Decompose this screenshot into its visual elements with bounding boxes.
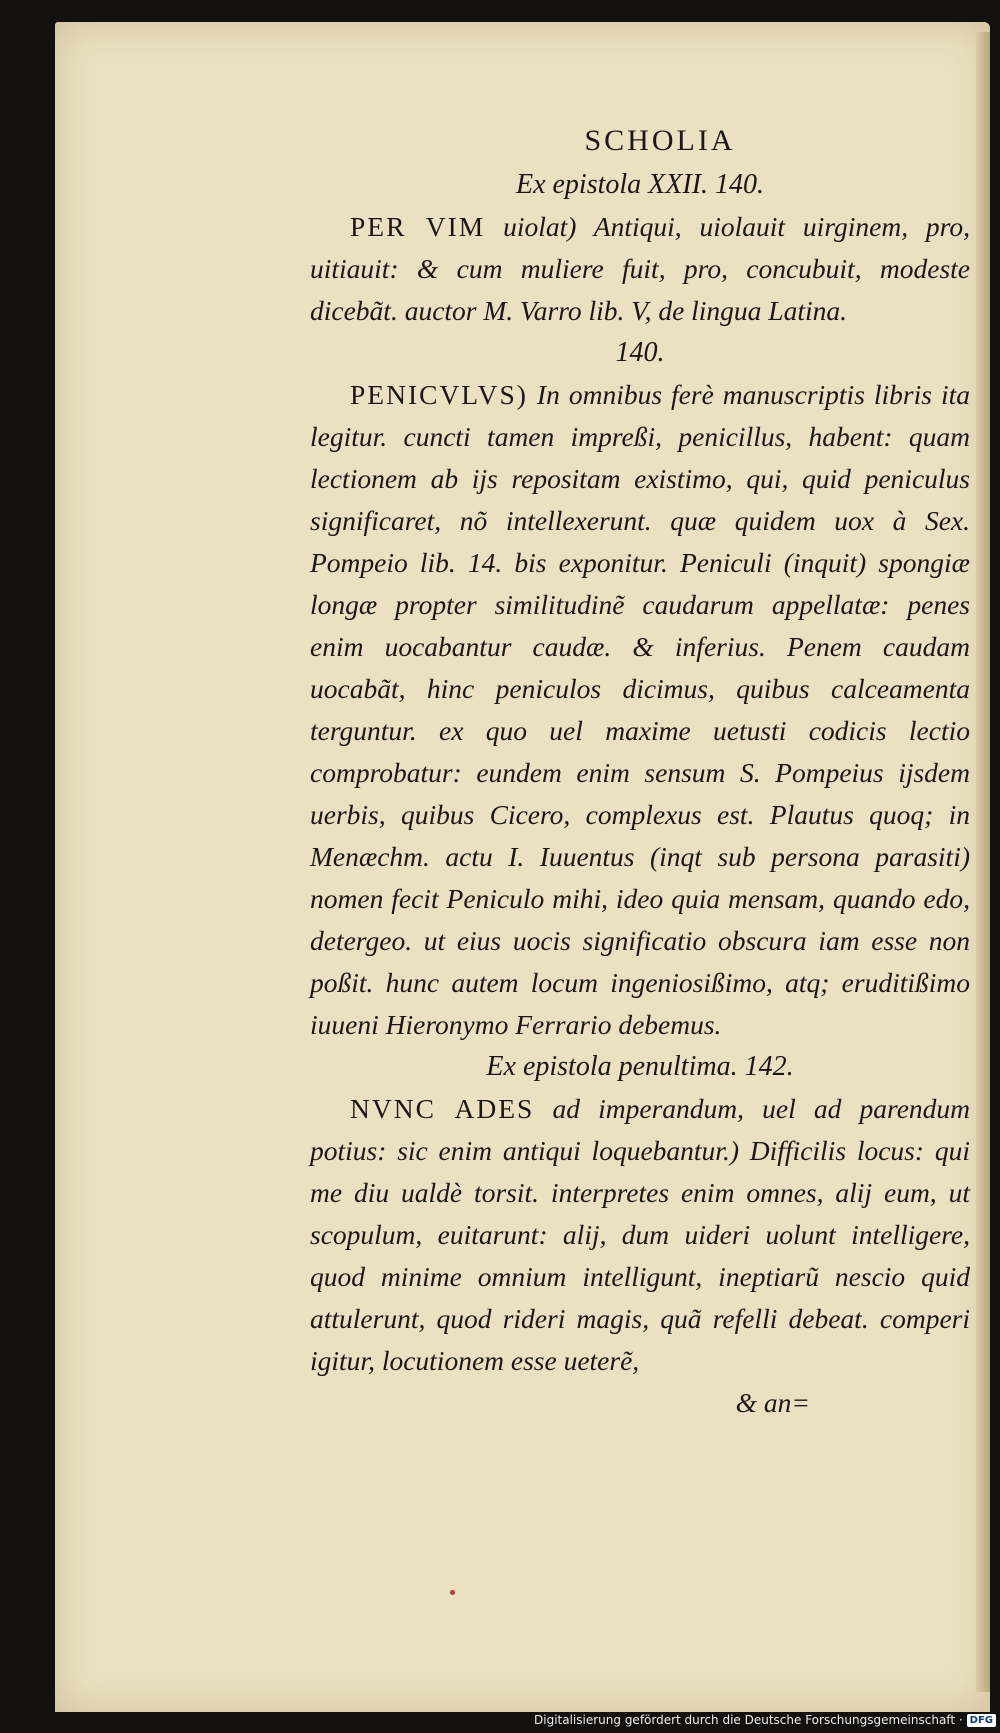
paragraph-per-vim xyxy=(310,206,970,332)
paragraph-text: ad imperandum, uel ad parendum potius: sic enim antiqui loquebantur.) Difficilis locus: qui me diu ualdè torsit. interpretes enim omnes, alij eum, ut scopulum, euitarunt: alij, dum uideri uolunt intelligere, quod minime omnium intelligunt, ineptiarũ nescio quid attulerunt, quod rideri magis, quã refelli debeat. comperi igitur, locutionem esse ueterẽ, xyxy=(310,1093,971,1376)
dfg-logo-icon: DFG xyxy=(967,1714,996,1727)
footer-text: Digitalisierung gefördert durch die Deutsche Forschungsgemeinschaft · xyxy=(534,1713,963,1727)
section-heading-1: Ex epistola XXII. 140. xyxy=(515,169,765,200)
running-head: SCHOLIA xyxy=(584,124,736,157)
paragraph-nunc-ades xyxy=(310,1088,970,1382)
paragraph-text: In omnibus ferè manuscriptis libris ita legitur. cuncti tamen impreßi, penicillus, habent: quam lectionem ab ijs repositam existimo, qui, quid peniculus significaret, nõ intellexerunt. quæ quidem uox à Sex. Pompeio lib. 14. bis exponitur. Peniculi (inquit) spongiæ longæ propter similitudinẽ caudarum appellatæ: penes enim uocabantur caudæ. & inferius. Penem caudam uocabãt, hinc peniculos dicimus, quibus calceamenta terguntur. ex quo uel maxime uetusti codicis lectio comprobatur: eundem enim sensum S. Pompeius ijsdem uerbis, quibus Cicero, complexus est. Plautus quoq; in Menæchm. actu I. Iuuentus (inqt sub persona parasiti) nomen fecit Peniculo mihi, ideo quia mensam, quando edo, detergeo. ut eius uocis significatio obscura iam esse non poßit. hunc autem locum ingeniosißimo, atq; eruditißimo iuueni Hieronymo Ferrario debemus. xyxy=(310,379,971,1040)
ink-mark xyxy=(450,1590,455,1595)
paragraph-lead: PER VIM xyxy=(350,211,486,242)
paragraph-lead: NVNC ADES xyxy=(350,1093,535,1124)
catchword: & an= xyxy=(735,1387,810,1418)
page-edge xyxy=(976,32,990,1692)
paragraph-peniculus xyxy=(310,374,970,1046)
section-heading-3: Ex epistola penultima. 142. xyxy=(486,1051,794,1082)
digitization-footer xyxy=(534,1711,996,1729)
text-block xyxy=(310,118,970,1424)
section-heading-2: 140. xyxy=(615,337,665,368)
paragraph-lead: PENICVLVS) xyxy=(350,379,528,410)
paragraph-text: uiolat) Antiqui, uiolauit uirginem, pro, uitiauit: & cum muliere fuit, pro, concubuit, modeste dicebãt. auctor M. Varro lib. V, de lingua Latina. xyxy=(310,211,970,326)
